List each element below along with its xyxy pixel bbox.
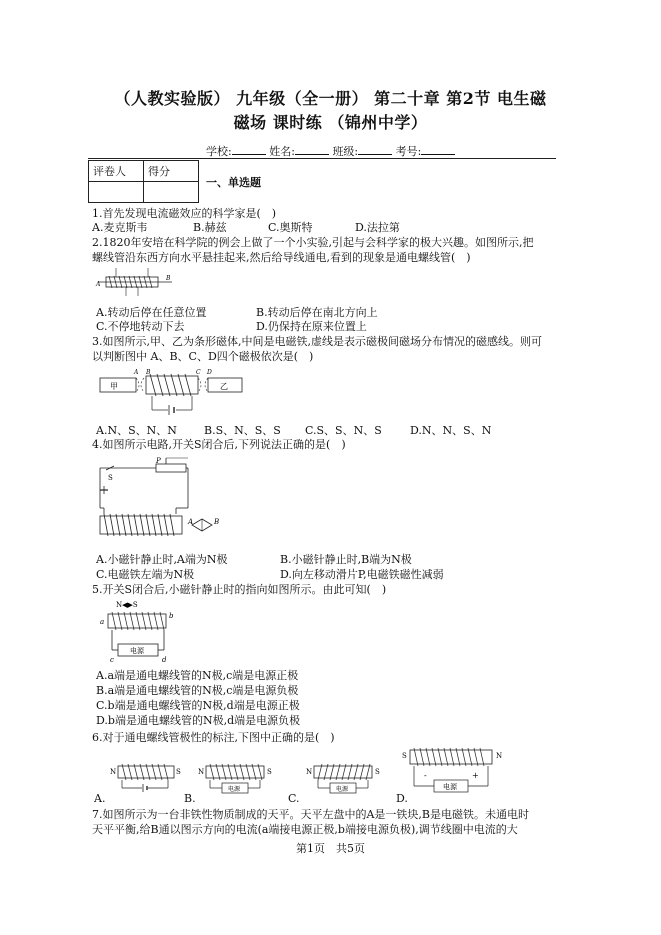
q2-fig-label-a: A: [96, 281, 101, 288]
q2-solenoid-figure: [96, 268, 176, 300]
school-label: 学校:: [206, 145, 232, 158]
q6-stem: 6.对于通电螺线管极性的标注,下图中正确的是( ): [92, 731, 335, 744]
name-blank: [295, 145, 329, 155]
q5-label-a: a: [100, 618, 105, 626]
q3-electromagnet-figure: [96, 366, 246, 416]
q4-label-s: S: [108, 474, 113, 482]
q2-fig-label-b: B: [166, 275, 171, 282]
q4-stem: 4.如图所示电路,开关S闭合后,下列说法正确的是( ): [92, 438, 346, 451]
score-cell: 得分: [144, 161, 199, 182]
q7-stem-line2: 天平平衡,给B通以图示方向的电流(a端接电源正极,b端接电源负极),调节线圈中电流的大: [92, 823, 518, 836]
q6-option-d: D.: [396, 792, 408, 805]
page-title-line2: 磁场 课时练 （锦州中学）: [233, 113, 428, 132]
q4-label-b: B: [214, 518, 220, 526]
q2-option-b: B.转动后停在南北方向上: [256, 306, 378, 319]
q6-b-power: 电源: [228, 786, 241, 793]
q3-pole-c: C: [196, 369, 201, 376]
q6-figure-a: [96, 756, 188, 796]
q6-a-n: N: [110, 768, 117, 776]
q5-option-a: A.a端是通电螺线管的N极,c端是电源正极: [96, 669, 299, 682]
q4-option-a: A.小磁针静止时,A端为N极: [96, 553, 228, 566]
score-blank-cell: [144, 182, 199, 203]
exam-no-blank: [421, 145, 455, 155]
q5-compass-needle: N◀▶S: [116, 601, 138, 609]
q2-stem-line1: 2.1820年安培在科学院的例会上做了一个小实验,引起与会科学家的极大兴趣。如图所示,把: [92, 236, 534, 249]
q2-option-c: C.不停地转动下去: [96, 320, 185, 333]
info-divider: [88, 158, 556, 159]
q4-option-c: C.电磁铁左端为N极: [96, 568, 195, 581]
q5-option-b: B.a端是通电螺线管的N极,c端是电源负极: [96, 684, 299, 697]
q7-stem-line1: 7.如图所示为一台非铁性物质制成的天平。天平左盘中的A是一铁块,B是电磁铁。未通电时: [92, 808, 530, 821]
q3-pole-b: B: [146, 369, 151, 376]
q5-label-d: d: [162, 656, 167, 664]
q2-option-d: D.仍保持在原来位置上: [256, 320, 367, 333]
q4-circuit-figure: [96, 456, 222, 546]
q3-option-c: C.S、S、N、S: [305, 424, 382, 437]
info-line: [206, 145, 455, 159]
page-title-line1: （人教实验版） 九年级（全一册） 第二十章 第2节 电生磁: [114, 89, 547, 108]
class-label: 班级:: [332, 145, 359, 158]
section-title: 一、单选题: [206, 176, 261, 189]
q6-d-minus: -: [424, 771, 427, 780]
q1-option-a: A.麦克斯韦: [92, 221, 148, 234]
school-blank: [232, 145, 266, 155]
q5-option-d: D.b端是通电螺线管的N极,d端是电源负极: [96, 714, 301, 727]
q5-power-label: 电源: [130, 647, 144, 655]
q5-stem: 5.开关S闭合后,小磁针静止时的指向如图所示。由此可知( ): [92, 583, 387, 596]
q3-pole-d: D: [207, 369, 212, 376]
q6-c-power: 电源: [336, 786, 349, 793]
q1-stem: 1.首先发现电流磁效应的科学家是( ): [92, 207, 277, 220]
q5-option-c: C.b端是通电螺线管的N极,d端是电源正极: [96, 699, 300, 712]
q6-d-s: S: [402, 752, 407, 760]
q3-magnet-jia: [100, 378, 136, 392]
name-label: 姓名:: [269, 145, 295, 158]
page-footer: 第1页 共5页: [296, 842, 365, 855]
q6-b-n: N: [198, 768, 205, 776]
q6-a-s: S: [176, 768, 181, 776]
q6-option-b: B.: [184, 792, 196, 805]
q5-label-b: b: [169, 612, 174, 620]
q6-b-s: S: [267, 768, 272, 776]
q6-figure-d: [400, 744, 510, 796]
score-table: [88, 160, 199, 203]
q1-option-c: C.奥斯特: [268, 221, 313, 234]
q3-pole-a: A: [134, 369, 139, 376]
q3-label-yi: 乙: [220, 382, 228, 391]
q6-d-n: N: [496, 752, 503, 760]
q6-option-a: A.: [94, 792, 106, 805]
q6-c-s: S: [375, 768, 380, 776]
q4-option-d: D.向左移动滑片P,电磁铁磁性减弱: [280, 568, 444, 581]
grader-cell: 评卷人: [89, 161, 144, 182]
class-blank: [358, 145, 392, 155]
q3-stem-line2: 以判断图中 A、B、C、D四个磁极依次是( ): [92, 350, 314, 363]
q5-label-c: c: [110, 656, 114, 664]
q6-c-n: N: [306, 768, 313, 776]
q3-option-a: A.N、S、N、N: [96, 424, 177, 437]
q6-option-c: C.: [288, 792, 300, 805]
q5-solenoid-figure: [96, 598, 186, 664]
q2-stem-line2: 螺线管沿东西方向水平悬挂起来,然后给导线通电,看到的现象是通电螺线管( ): [92, 251, 471, 264]
q1-option-d: D.法拉第: [355, 221, 400, 234]
q4-label-a: A: [188, 518, 194, 526]
q3-option-b: B.S、N、S、S: [204, 424, 281, 437]
q6-figure-c: [304, 756, 394, 796]
q6-d-power: 电源: [443, 783, 457, 791]
exam-no-label: 考号:: [395, 145, 422, 158]
grader-blank-cell: [89, 182, 144, 203]
q3-option-d: D.N、N、S、N: [410, 424, 492, 437]
q4-option-b: B.小磁针静止时,B端为N极: [280, 553, 412, 566]
q4-label-p: P: [156, 457, 161, 465]
q6-d-plus: +: [472, 771, 479, 780]
q3-label-jia: 甲: [110, 382, 118, 391]
q6-figure-b: [196, 756, 286, 796]
q1-option-b: B.赫兹: [193, 221, 227, 234]
q2-option-a: A.转动后停在任意位置: [96, 306, 207, 319]
q4-rheostat: [156, 464, 186, 472]
q3-stem-line1: 3.如图所示,甲、乙为条形磁体,中间是电磁铁,虚线是表示磁极间磁场分布情况的磁感线。则可: [92, 335, 542, 348]
